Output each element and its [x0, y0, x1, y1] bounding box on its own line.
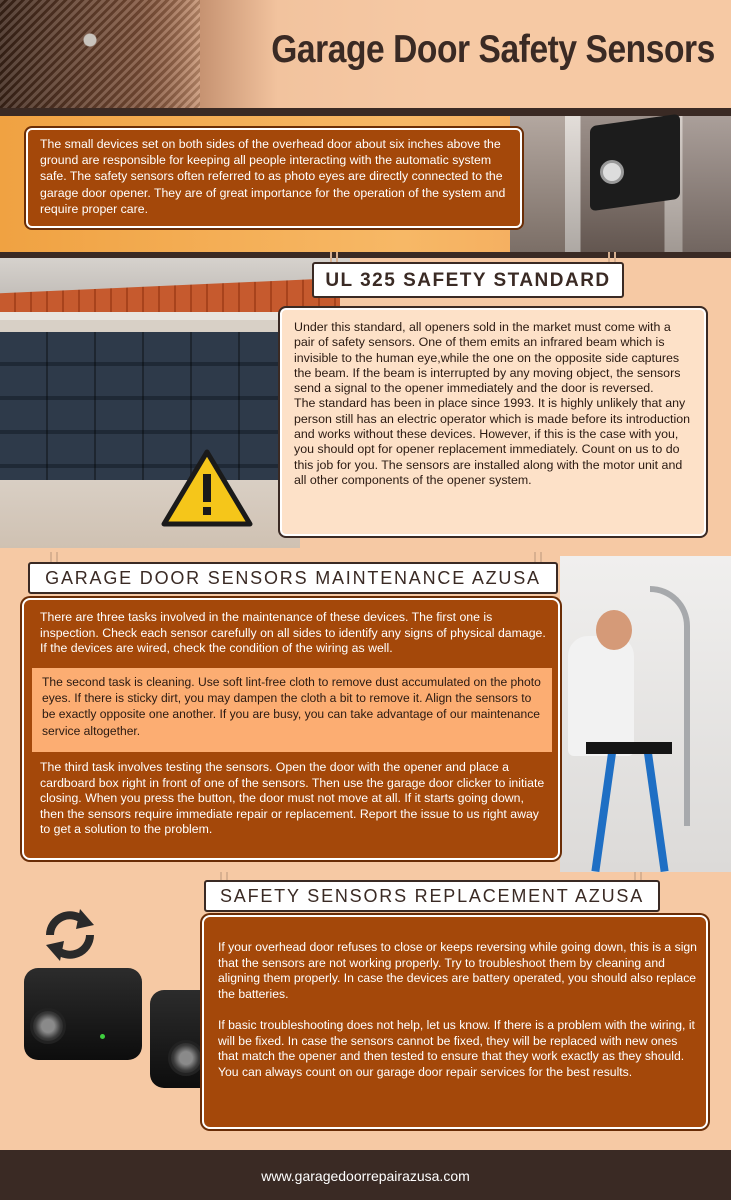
- website-link[interactable]: www.garagedoorrepairazusa.com: [261, 1168, 470, 1184]
- warning-icon: [160, 448, 254, 528]
- replacement-paragraph-2: If basic troubleshooting does not help, let us know. If there is a problem with the wiring, it will be fixed. In case the sensors cannot be fixed, they will be replaced with new ones that match the opener and then tested to ensure that they work exactly as they should. You can always count on our garage door repair services for the best results.: [218, 1018, 695, 1079]
- ul325-heading: UL 325 SAFETY STANDARD: [312, 262, 624, 298]
- header-tick: [534, 552, 536, 562]
- ul325-paragraph-2: The standard has been in place since 1993. It is highly unlikely that any person still has an electric operator which is made before its introduction and works without these devices. However, if this is the case with you, you should opt for opener replacement immediately. Count on us to do this job for you. The sensors are installed along with the motor unit and all other components of the opener system.: [294, 396, 691, 487]
- driveway: [0, 480, 300, 548]
- intro-text-box: [26, 128, 522, 228]
- replacement-paragraph-1: If your overhead door refuses to close or keeps reversing while going down, this is a sign that the sensors are not working properly. Try to troubleshoot them by cleaning and aligning them properly. In case the devices are battery operated, you should also replace the batteries.: [218, 940, 697, 1001]
- intro-text: The small devices set on both sides of the overhead door about six inches above the ground are responsible for keeping all people interacting with the automatic system safe. The safety sensors often referred to as photo eyes are directly connected to the garage door opener. They are of great importance for the operation of the system and require proper care.: [40, 137, 506, 216]
- technician-figure: [568, 636, 634, 756]
- sensor-lens-image: [30, 1008, 66, 1044]
- sensor-lens-image: [168, 1040, 204, 1076]
- maintenance-heading: GARAGE DOOR SENSORS MAINTENANCE AZUSA: [28, 562, 558, 594]
- ul325-paragraph-1: Under this standard, all openers sold in the market must come with a pair of safety sensors. One of them emits an infrared beam which is invisible to the human eye,while the one on the opposite side captures the beam. If the beam is interrupted by any moving object, the sensors send a signal to the opener immediately and the door is reversed.: [294, 320, 681, 396]
- divider: [0, 108, 731, 116]
- header-tick: [56, 552, 58, 562]
- replacement-heading: SAFETY SENSORS REPLACEMENT AZUSA: [204, 880, 660, 912]
- maintenance-paragraph-3: The third task involves testing the sensors. Open the door with the opener and place a cardboard box right in front of one of the sensors. Then use the garage door clicker to initiate closing. When you press the button, the door must not move at all. If it starts going down, then the sensors require immediate repair or replacement. Report the issue to us right away to get a solution to the problem.: [40, 760, 545, 837]
- maintenance-paragraph-2: The second task is cleaning. Use soft lint-free cloth to remove dust accumulated on the photo eyes. If there is sticky dirt, you may dampen the cloth a bit to remove it. Align the sensors to be exactly opposite one another. If you are busy, you can take advantage of our maintenance service altogether.: [42, 675, 541, 738]
- header-tick: [330, 252, 332, 262]
- header-tick: [614, 252, 616, 262]
- maintenance-highlight-box: [32, 668, 552, 752]
- refresh-icon: [40, 905, 100, 965]
- header-tick: [540, 552, 542, 562]
- sensor-led: [100, 1034, 105, 1039]
- technician-head: [596, 610, 632, 650]
- header-tick: [608, 252, 610, 262]
- sensor-lens-image: [600, 160, 624, 184]
- header-tick: [336, 252, 338, 262]
- header-sensor-photo: [0, 0, 200, 110]
- ladder-top: [586, 742, 672, 754]
- maintenance-paragraph-1: There are three tasks involved in the maintenance of these devices. The first one is inspection. Check each sensor carefully on all sides to identify any signs of physical damage. If the devices are wired, check the condition of the wiring as well.: [40, 610, 546, 656]
- ul325-text-box: [278, 306, 708, 538]
- header-tick: [50, 552, 52, 562]
- page-title: Garage Door Safety Sensors: [271, 28, 715, 71]
